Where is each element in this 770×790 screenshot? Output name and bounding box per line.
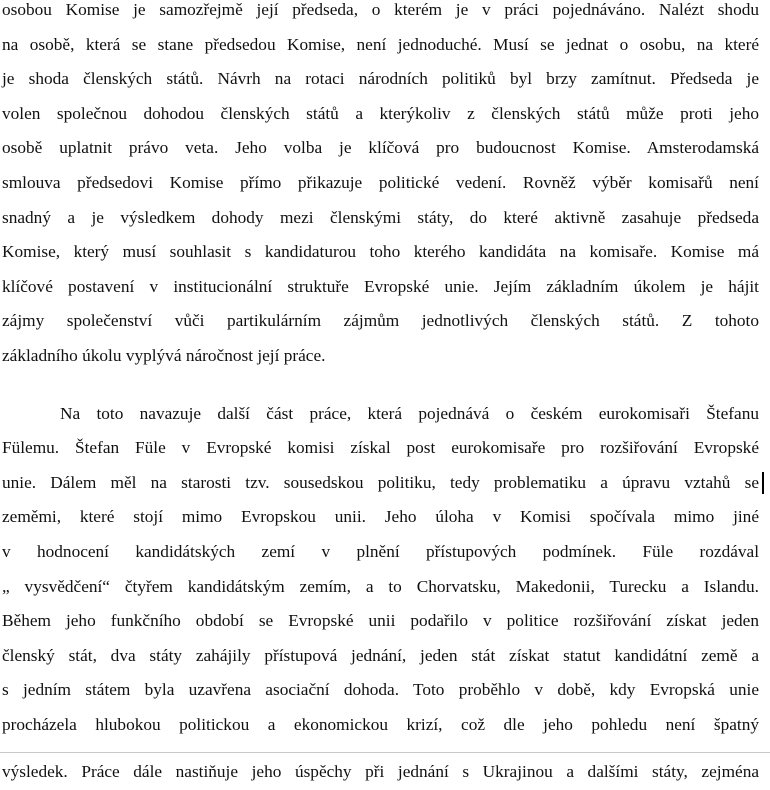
text-line-indented: Na toto navazuje další část práce, která pojednává o českém eurokomisaři Štefanu xyxy=(60,403,759,423)
text-line: osobou Komise je samozřejmě její předseda, o kterém je v práci pojednáváno. Nalézt shodu xyxy=(2,0,759,19)
text-line: osobě uplatnit právo veta. Jeho volba je klíčová pro budoucnost Komise. Amsterodamská xyxy=(2,138,759,158)
text-line: Fülemu. Štefan Füle v Evropské komisi získal post eurokomisaře pro rozšiřování Evropské xyxy=(2,438,759,458)
text-line: zájmy společenství vůči partikulárním zájmům jednotlivých členských států. Z tohoto xyxy=(2,311,759,331)
text-line: na osobě, která se stane předsedou Komise, není jednoduché. Musí se jednat o osobu, na které xyxy=(2,34,759,54)
text-line: volen společnou dohodou členských států a kterýkoliv z členských států může proti jeho xyxy=(2,103,759,123)
text-line: procházela hlubokou politickou a ekonomickou krizí, což dle jeho pohledu není špatný xyxy=(2,714,759,734)
text-line: je shoda členských států. Návrh na rotaci národních politiků byl brzy zamítnut. Předseda je xyxy=(2,69,759,89)
text-line: Komise, který musí souhlasit s kandidaturou toho kterého kandidáta na komisaře. Komise má xyxy=(2,242,759,262)
text-line: v hodnocení kandidátských zemí v plnění přístupových podmínek. Füle rozdával xyxy=(2,541,759,561)
text-line: zeměmi, které stojí mimo Evropskou unii. Jeho úloha v Komisi spočívala mimo jiné xyxy=(2,507,759,527)
text-line: výsledek. Práce dále nastiňuje jeho úspěchy při jednání s Ukrajinou a dalšími státy, zejména xyxy=(2,762,759,781)
text-line: s jedním státem byla uzavřena asociační dohoda. Toto proběhlo v době, kdy Evropská unie xyxy=(2,680,759,700)
text-line: Během jeho funkčního období se Evropské unii podařilo v politice rozšiřování získat jeden xyxy=(2,611,759,631)
text-line: unie. Dálem měl na starosti tzv. sousedskou politiku, tedy problematiku a úpravu vztahů se xyxy=(2,472,759,492)
text-line: členský stát, dva státy zahájily přístupová jednání, jeden stát získat statut kandidátní země a xyxy=(2,645,759,665)
page-break-divider xyxy=(0,752,770,753)
text-cursor xyxy=(762,472,764,494)
text-line: „ vysvědčení“ čtyřem kandidátským zemím, a to Chorvatsku, Makedonii, Turecku a Islandu. xyxy=(2,576,759,596)
text-line: klíčové postavení v institucionální struktuře Evropské unie. Jejím základním úkolem je hájit xyxy=(2,276,759,296)
text-line: smlouva předsedovi Komise přímo přikazuje politické vedení. Rovněž výběr komisařů není xyxy=(2,173,759,192)
text-line: snadný a je výsledkem dohody mezi členskými státy, do které aktivně zasahuje předseda xyxy=(2,207,759,227)
text-line: základního úkolu vyplývá náročnost její práce. xyxy=(2,346,326,365)
